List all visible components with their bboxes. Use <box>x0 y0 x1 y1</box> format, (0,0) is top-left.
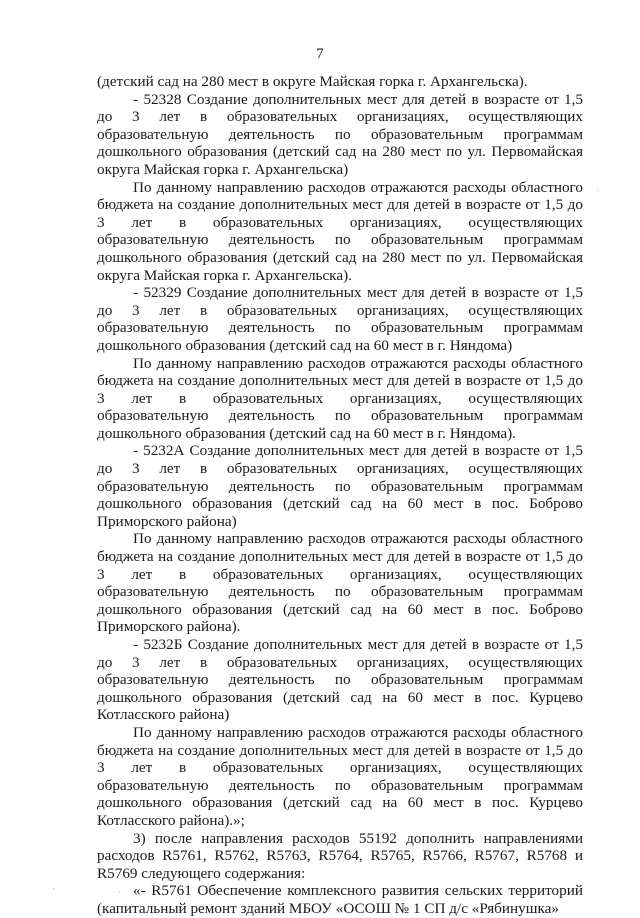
paragraph-1: (детский сад на 280 мест в округе Майская горка г. Архангельска). <box>97 73 528 90</box>
paragraph-8: - 5232Б Создание дополнительных мест для детей в возрасте от 1,5 до 3 лет в образовательных организациях, осуществляющих образовательную деятельность по образовательным программам дошкольного образования (детский сад на 60 мест в пос. Курцево Котласского района) <box>97 636 583 724</box>
paragraph-7: По данному направлению расходов отражаются расходы областного бюджета на создание дополнительных мест для детей в возрасте от 1,5 до 3 лет в образовательных организациях, осуществляющих образовательную деятельность по образовательным программам дошкольного образования (детский сад на 60 мест в пос. Боброво Приморского района). <box>97 530 583 636</box>
scan-speck: · <box>596 186 600 197</box>
paragraph-6: - 5232А Создание дополнительных мест для детей в возрасте от 1,5 до 3 лет в образовательных организациях, осуществляющих образовательную деятельность по образовательным программам дошкольного образования (детский сад на 60 мест в пос. Боброво Приморского района) <box>97 442 583 530</box>
paragraph-5: По данному направлению расходов отражаются расходы областного бюджета на создание дополнительных мест для детей в возрасте от 1,5 до 3 лет в образовательных организациях, осуществляющих образовательную деятельность по образовательным программам дошкольного образования (детский сад на 60 мест в г. Няндома). <box>97 354 583 442</box>
scan-speck: · <box>118 888 122 899</box>
paragraph-9: По данному направлению расходов отражаются расходы областного бюджета на создание дополнительных мест для детей в возрасте от 1,5 до 3 лет в образовательных организациях, осуществляющих образовательную деятельность по образовательным программам дошкольного образования (детский сад на 60 мест в пос. Курцево Котласского района).»; <box>97 723 583 829</box>
document-body <box>97 73 583 918</box>
paragraph-10: 3) после направления расходов 55192 дополнить направлениями расходов R5761, R5762, R5763, R5764, R5765, R5766, R5767, R5768 и R5769 следующего содержания: <box>97 829 583 882</box>
page-number: 7 <box>316 46 324 62</box>
paragraph-3: По данному направлению расходов отражаются расходы областного бюджета на создание дополнительных мест для детей в возрасте от 1,5 до 3 лет в образовательных организациях, осуществляющих образовательную деятельность по образовательным программам дошкольного образования (детский сад на 280 мест по ул. Первомайская округа Майская горка г. Архангельска). <box>97 178 583 284</box>
paragraph-4: - 52329 Создание дополнительных мест для детей в возрасте от 1,5 до 3 лет в образовательных организациях, осуществляющих образовательную деятельность по образовательным программам дошкольного образования (детский сад на 60 мест в г. Няндома) <box>97 284 583 354</box>
paragraph-11: «- R5761 Обеспечение комплексного развития сельских территорий (капитальный ремонт зданий МБОУ «ОСОШ № 1 СП д/с «Рябинушка» <box>97 882 583 917</box>
scan-speck: · <box>52 884 56 895</box>
paragraph-2: - 52328 Создание дополнительных мест для детей в возрасте от 1,5 до 3 лет в образовательных организациях, осуществляющих образовательную деятельность по образовательным программам дошкольного образования (детский сад на 280 мест по ул. Первомайская округа Майская горка г. Архангельска) <box>97 90 583 178</box>
